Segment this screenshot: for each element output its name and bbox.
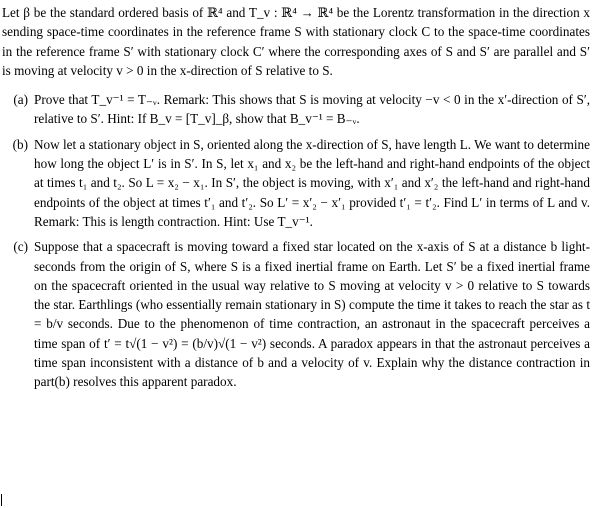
problem-part-b [2, 135, 590, 231]
part-b-text: Now let a stationary object in S, oriented along the x-direction of S, have length L. We want to determine how long the object L′ is in S′. In S, let x₁ and x₂ be the left-hand and right-hand endpoints of the object at times t₁ and t₂. So L = x₂ − x₁. In S′, the object is moving, with x′₁ and x′₂ the left-hand and right-hand endpoints of the object at times t′₁ and t′₂. So L′ = x′₂ − x′₁ provided t′₁ = t′₂. Find L′ in terms of L and v. Remark: This is length contraction. Hint: Use T_v⁻¹. [34, 136, 590, 229]
part-c-label: (c) [13, 239, 28, 255]
part-b-label: (b) [12, 136, 28, 152]
problem-part-c [2, 237, 590, 391]
part-a-text: Prove that T_v⁻¹ = T₋ᵥ. Remark: This shows that S is moving at velocity −v < 0 in the x′-direction of S′, relative to S′. Hint: If B_v = [T_v]_β, show that B_v⁻¹ = B₋ᵥ. [34, 92, 590, 127]
part-c-text: Suppose that a spacecraft is moving toward a fixed star located on the x-axis of S at a distance b light-seconds from the origin of S, where S is a fixed inertial frame on Earth. Let S′ be a fixed inertial frame on the spacecraft oriented in the usual way relative to S moving at velocity v > 0 relative to S towards the star. Earthlings (who essentially remain stationary in S) compute the time it takes to reach the star as t = b/v seconds. Due to the phenomenon of time contraction, an astronaut in the spacecraft perceives a time span of t′ = t√(1 − v²) = (b/v)√(1 − v²) seconds. A paradox appears in that the astronaut perceives a time span inconsistent with a distance of b and a velocity of v. Explain why the distance contraction in part(b) resolves this apparent paradox. [34, 239, 590, 390]
problem-part-a [2, 90, 590, 129]
part-a-label: (a) [13, 92, 28, 108]
text-cursor [1, 494, 2, 506]
intro-paragraph: Let β be the standard ordered basis of ℝ⁴ and T_v : ℝ⁴ → ℝ⁴ be the Lorentz transformation in the direction x sending space-time coordinates in the reference frame S with stationary clock C to the space-time coordinates in the reference frame S′ with stationary clock C′ where the corresponding axes of S and S′ are parallel and S′ is moving at velocity v > 0 in the x-direction of S relative to S. [2, 5, 590, 78]
